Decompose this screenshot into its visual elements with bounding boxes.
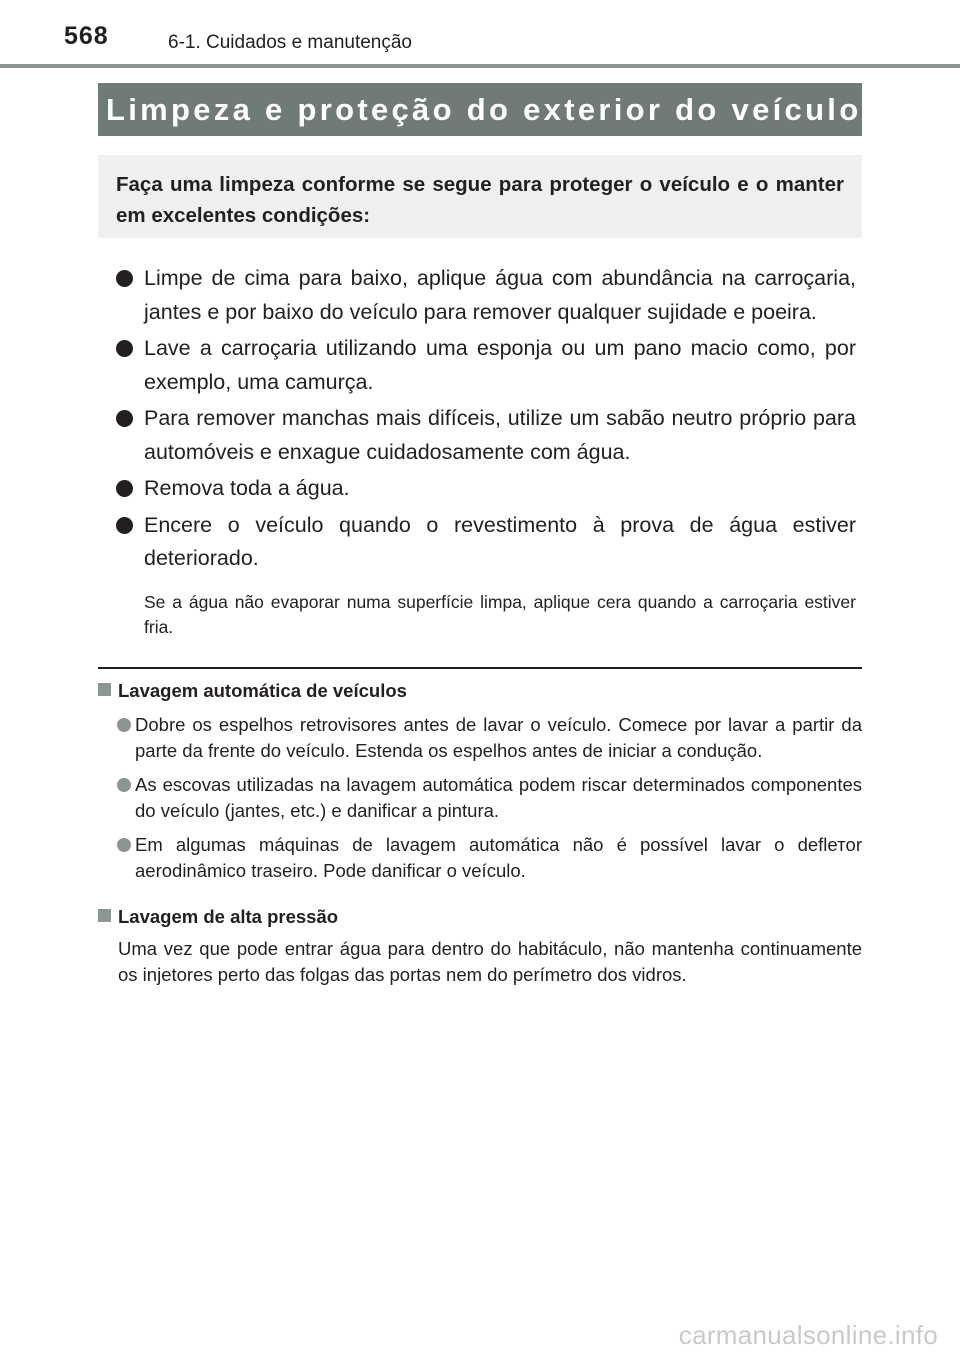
bullet-dot-icon	[116, 517, 133, 534]
page-header	[0, 0, 960, 66]
list-item-text: Lave a carroçaria utilizando uma esponja ou um pano macio como, por exemplo, uma camurça.	[144, 336, 856, 394]
bullet-dot-icon	[117, 838, 131, 852]
list-item	[112, 402, 856, 469]
bullet-dot-icon	[116, 410, 133, 427]
list-item	[112, 332, 856, 399]
intro-text: Faça uma limpeza conforme se segue para proteger o veículo e o manter em excelentes condições:	[116, 173, 844, 227]
high-pressure-section	[98, 904, 862, 988]
list-item-text: Limpe de cima para baixo, aplique água com abundância na carroçaria, jantes e por baixo do veículo para remover qualquer sujidade e poeira.	[144, 266, 856, 324]
wax-note: Se a água não evaporar numa superfície limpa, aplique cera quando a carroçaria estiver fria.	[144, 591, 856, 637]
list-item-text: Para remover manchas mais difíceis, utilize um sabão neutro próprio para automóveis e enxague cuidadosamente com água.	[144, 406, 856, 464]
list-item-text: Em algumas máquinas de lavagem automática não é possível lavar o deflетor aerodinâmico traseiro. Pode danificar o veículo.	[135, 834, 862, 881]
automatic-wash-section	[98, 678, 862, 884]
list-item	[98, 712, 862, 764]
bullet-dot-icon	[116, 480, 133, 497]
list-item-text: Encere o veículo quando o revestimento à prova de água estiver deteriorado.	[144, 512, 856, 570]
bullet-dot-icon	[116, 340, 133, 357]
bullet-dot-icon	[117, 778, 131, 792]
square-bullet-icon	[98, 909, 111, 922]
automatic-wash-heading: Lavagem automática de veículos	[118, 680, 407, 701]
title-bar	[98, 83, 862, 136]
list-item	[112, 509, 856, 576]
intro-box	[98, 155, 862, 238]
list-item-text: Dobre os espelhos retrovisores antes de lavar o veículo. Comece por lavar a partir da parte da frente do veículo. Estenda os espelhos antes de iniciar a condução.	[135, 714, 862, 761]
subsection-heading	[98, 678, 862, 704]
square-bullet-icon	[98, 683, 111, 696]
page-title: Limpeza e proteção do exterior do veículo	[106, 91, 862, 127]
section-divider	[98, 667, 862, 669]
watermark: carmanualsonline.info	[678, 1320, 938, 1350]
high-pressure-body: Uma vez que pode entrar água para dentro do habitáculo, não mantenha continuamente os injetores perto das folgas das portas nem do perímetro dos vidros.	[118, 938, 862, 985]
bullet-dot-icon	[117, 718, 131, 732]
bullet-dot-icon	[116, 270, 133, 287]
cleaning-steps-list	[112, 262, 856, 640]
list-item-text: Remova toda a água.	[144, 476, 350, 500]
list-item	[98, 772, 862, 824]
header-rule	[0, 64, 960, 68]
page-number: 568	[64, 22, 109, 50]
list-item	[112, 472, 856, 506]
section-label: 6-1. Cuidados e manutenção	[168, 32, 412, 53]
subsection-heading	[98, 904, 862, 930]
list-item	[112, 262, 856, 329]
list-item-text: As escovas utilizadas na lavagem automática podem riscar determinados componentes do veículo (jantes, etc.) e danificar a pintura.	[135, 774, 862, 821]
high-pressure-heading: Lavagem de alta pressão	[118, 906, 339, 927]
list-item	[98, 832, 862, 884]
